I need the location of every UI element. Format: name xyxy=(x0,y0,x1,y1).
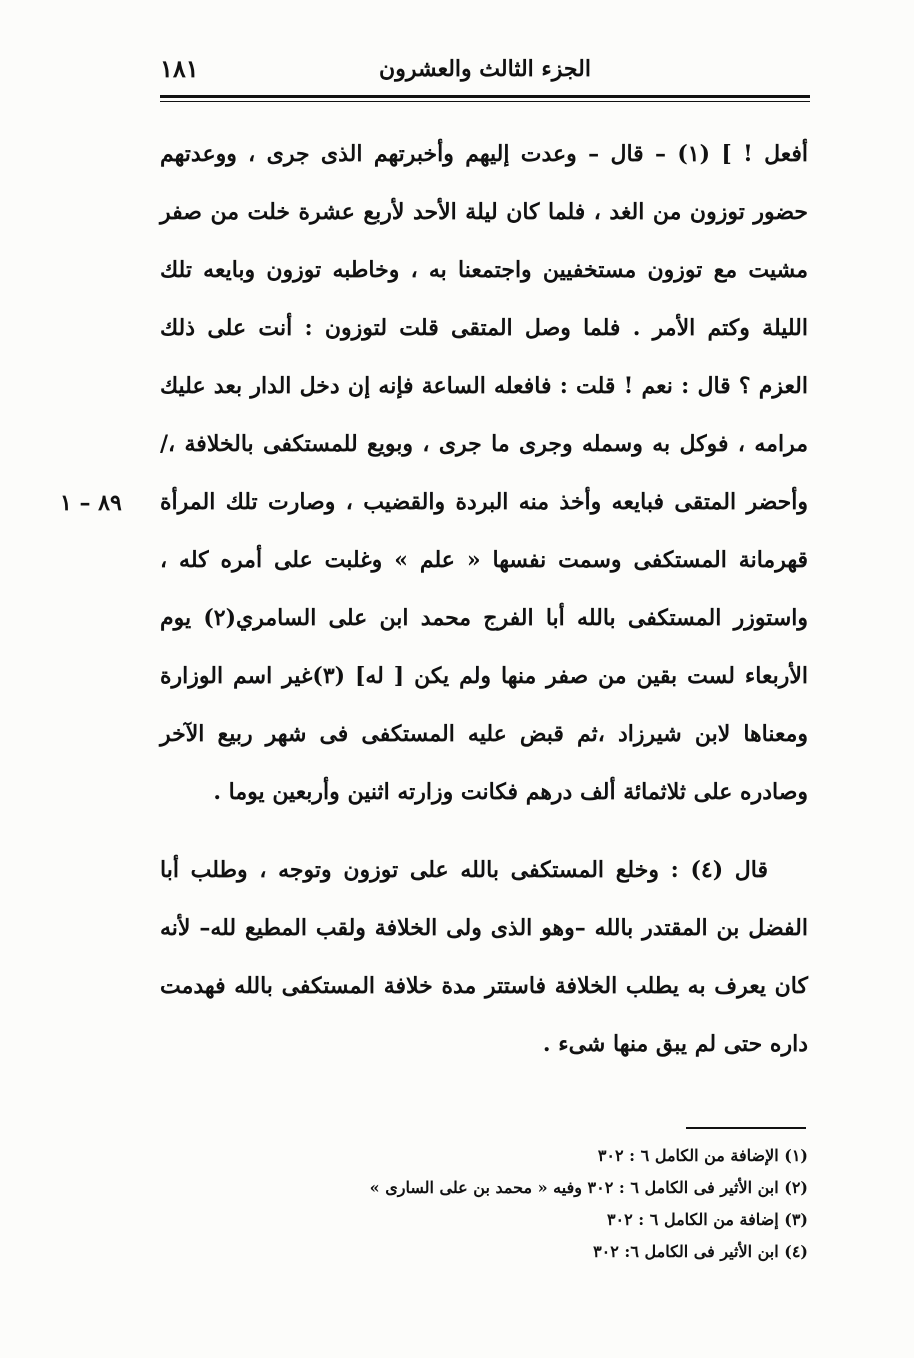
footnote-2: (٢) ابن الأثير فى الكامل ٦ : ٣٠٢ وفيه « محمد بن على السارى » xyxy=(369,1178,808,1197)
footnote-3: (٣) إضافة من الكامل ٦ : ٣٠٢ xyxy=(606,1210,808,1229)
margin-reference: ٨٩ – ١ xyxy=(60,490,122,516)
main-text xyxy=(160,125,808,1073)
paragraph-1: أفعل ! ] (١) – قال – وعدت إليهم وأخبرتهم الذى جرى ، ووعدتهم حضور توزون من الغد ، فلما كان ليلة الأحد لأربع عشرة خلت من صفر مشيت مع توزون مستخفيين واجتمعنا به ، وخاطبه توزون وبايعه تلك الليلة وكتم الأمر . فلما وصل المتقى قلت لتوزون : أنت على ذلك العزم ؟ قال : نعم ! قلت : فافعله الساعة فإنه إن دخل الدار بعد عليك مرامه ، فوكل به وسمله وجرى ما جرى ، وبويع للمستكفى بالخلافة ،/ وأحضر المتقى فبايعه وأخذ منه البردة والقضيب ، وصارت تلك المرأة قهرمانة المستكفى وسمت نفسها « علم » وغلبت على أمره كله ، واستوزر المستكفى بالله أبا الفرج محمد ابن على السامري(٢) يوم الأربعاء لست بقين من صفر منها ولم يكن [ له] (٣)غير اسم الوزارة ومعناها لابن شيرزاد ،ثم قبض عليه المستكفى فى شهر ربيع الآخر وصادره على ثلاثمائة ألف درهم فكانت وزارته اثنين وأربعين يوما . xyxy=(160,141,808,805)
running-title: الجزء الثالث والعشرون xyxy=(379,56,591,82)
header-rule-thin xyxy=(160,101,810,102)
footnotes xyxy=(160,1140,808,1268)
footnote-1: (١) الإضافة من الكامل ٦ : ٣٠٢ xyxy=(597,1146,808,1165)
paragraph-2: قال (٤) : وخلع المستكفى بالله على توزون وتوجه ، وطلب أبا الفضل بن المقتدر بالله –وهو الذى ولى الخلافة ولقب المطيع لله– لأنه كان يعرف به يطلب الخلافة فاستتر مدة خلافة المستكفى بالله فهدمت داره حتى لم يبق منها شىء . xyxy=(160,857,808,1057)
page-header xyxy=(160,52,810,92)
footnote-rule xyxy=(686,1127,806,1129)
page-number: ١٨١ xyxy=(160,54,199,83)
footnote-4: (٤) ابن الأثير فى الكامل ٦: ٣٠٢ xyxy=(593,1242,808,1261)
header-rule xyxy=(160,95,810,98)
